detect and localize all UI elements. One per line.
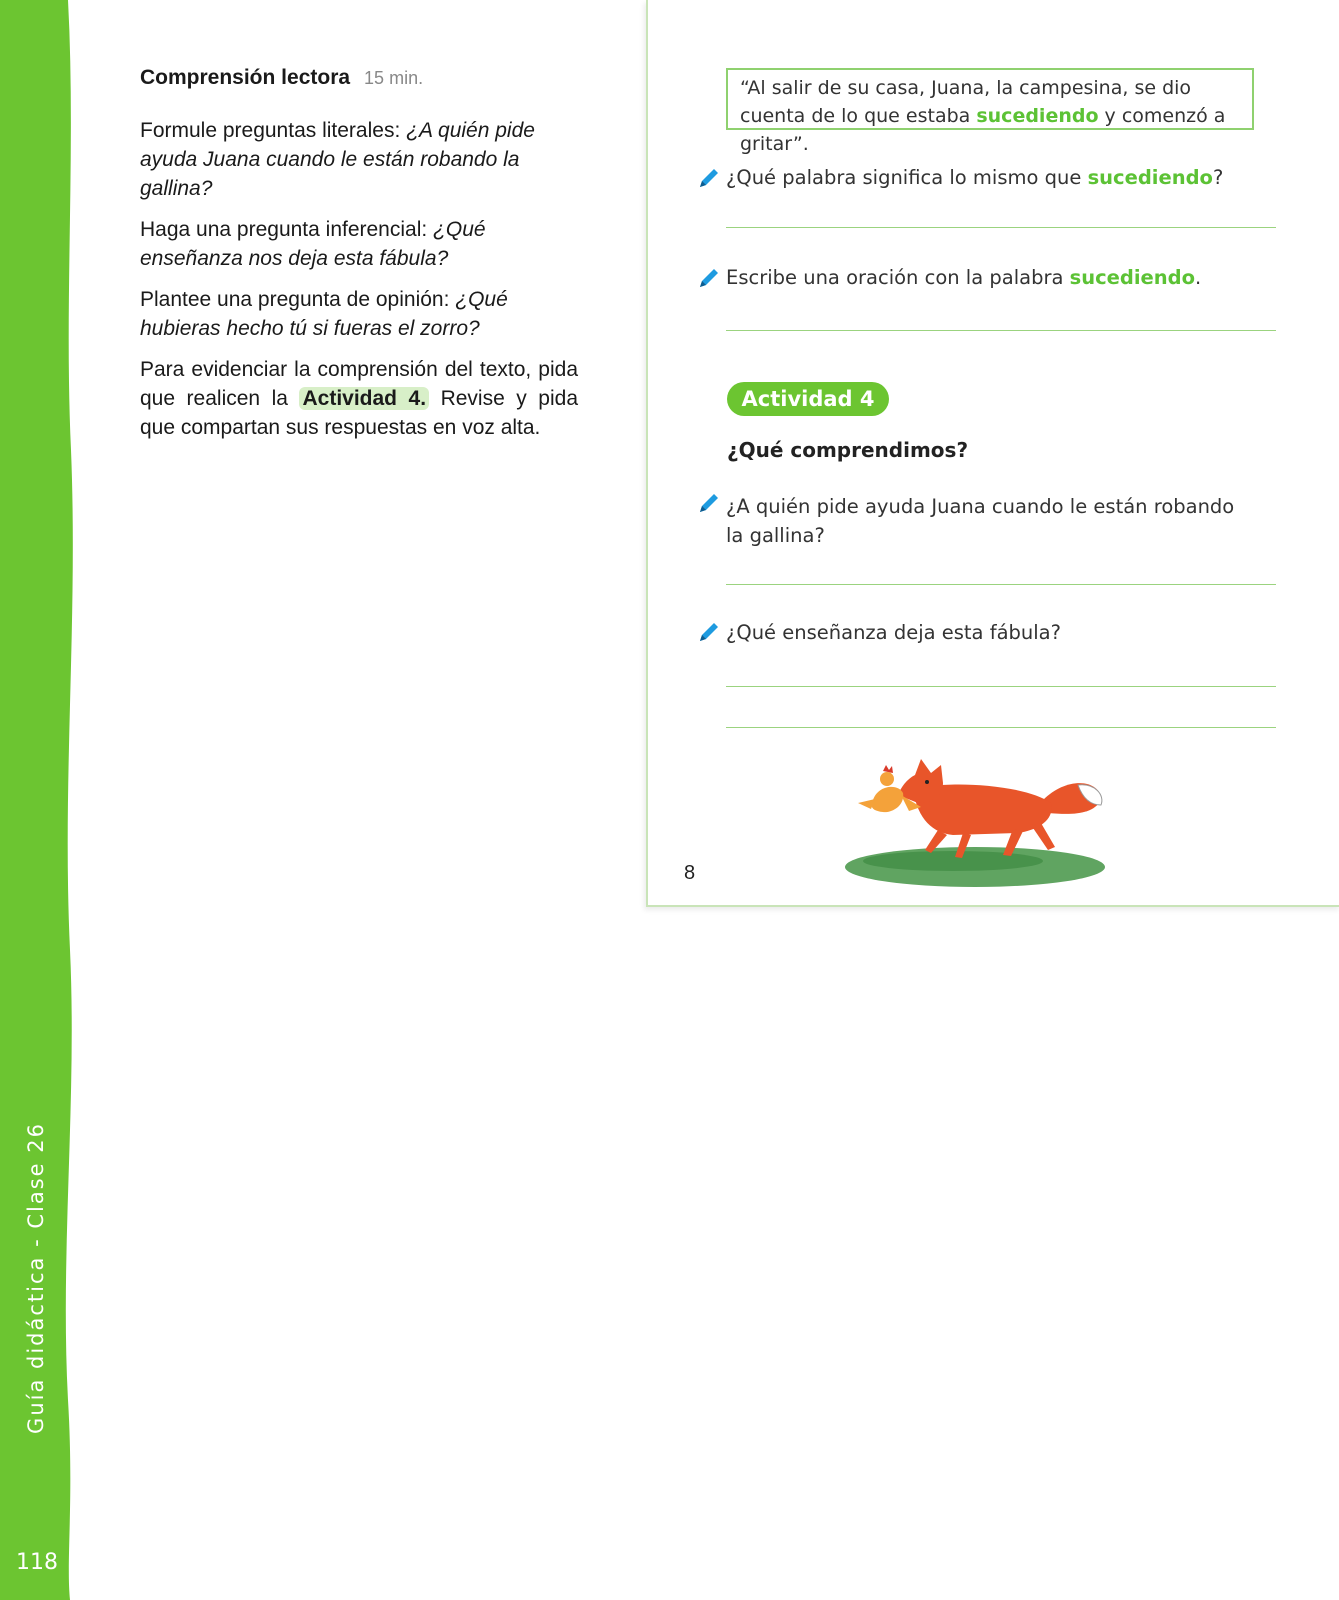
pencil-icon	[696, 165, 722, 191]
question-4: ¿Qué enseñanza deja esta fábula?	[726, 621, 1061, 644]
p3-question: ¿Qué hubieras hecho tú si fueras el zorro?	[140, 288, 508, 340]
answer-line[interactable]	[726, 227, 1276, 228]
sidebar-title: Guía didáctica - Clase 26	[24, 1122, 48, 1434]
answer-line[interactable]	[726, 727, 1276, 728]
inferential-question-paragraph	[140, 215, 578, 273]
p4-a: Para evidenciar la comprensión del texto, pida que realicen la	[140, 358, 578, 410]
section-title: ¿Qué comprendimos?	[727, 438, 969, 462]
activity-highlight: Actividad 4.	[299, 387, 429, 410]
duration: 15 min.	[364, 68, 424, 88]
p1-question: ¿A quién pide ayuda Juana cuando le están robando la gallina?	[140, 119, 535, 200]
question-1	[726, 166, 1223, 189]
quote-b: y comenzó a gritar”.	[740, 105, 1226, 155]
pencil-icon	[696, 490, 722, 516]
q1-a: ¿Qué palabra significa lo mismo que	[726, 166, 1088, 189]
q2-a: Escribe una oración con la palabra	[726, 266, 1070, 289]
q2-b: .	[1195, 266, 1202, 289]
answer-line[interactable]	[726, 330, 1276, 331]
sidebar	[0, 0, 75, 1600]
activity-paragraph	[140, 355, 578, 442]
p2-lead: Haga una pregunta inferencial:	[140, 218, 434, 241]
section-heading	[140, 66, 578, 90]
fox-with-hen-illustration	[843, 755, 1113, 890]
activity-badge: Actividad 4	[727, 382, 889, 416]
heading-text: Comprensión lectora	[140, 66, 351, 89]
quote-box	[726, 68, 1254, 155]
page-number: 118	[16, 1550, 58, 1575]
p3-lead: Plantee una pregunta de opinión:	[140, 288, 456, 311]
opinion-question-paragraph	[140, 285, 578, 343]
q1-b: ?	[1212, 166, 1224, 189]
answer-line[interactable]	[726, 584, 1276, 585]
p4-b: Revise y pida que compartan sus respuestas en voz alta.	[140, 387, 578, 439]
pencil-icon	[696, 619, 722, 645]
p2-question: ¿Qué enseñanza nos deja esta fábula?	[140, 218, 486, 270]
student-book-page	[646, 0, 1339, 907]
q2-keyword: sucediendo	[1069, 266, 1196, 289]
pencil-icon	[696, 265, 722, 291]
book-page-number: 8	[684, 862, 696, 884]
quote-a: “Al salir de su casa, Juana, la campesina, se dio cuenta de lo que estaba	[740, 77, 1192, 127]
question-3: ¿A quién pide ayuda Juana cuando le están robando la gallina?	[726, 495, 1235, 547]
question-2	[726, 266, 1201, 289]
answer-line[interactable]	[726, 686, 1276, 687]
literal-question-paragraph	[140, 116, 578, 203]
q1-keyword: sucediendo	[1087, 166, 1213, 189]
quote-keyword: sucediendo	[976, 105, 1099, 127]
guide-column	[140, 66, 578, 454]
p1-lead: Formule preguntas literales:	[140, 119, 407, 142]
